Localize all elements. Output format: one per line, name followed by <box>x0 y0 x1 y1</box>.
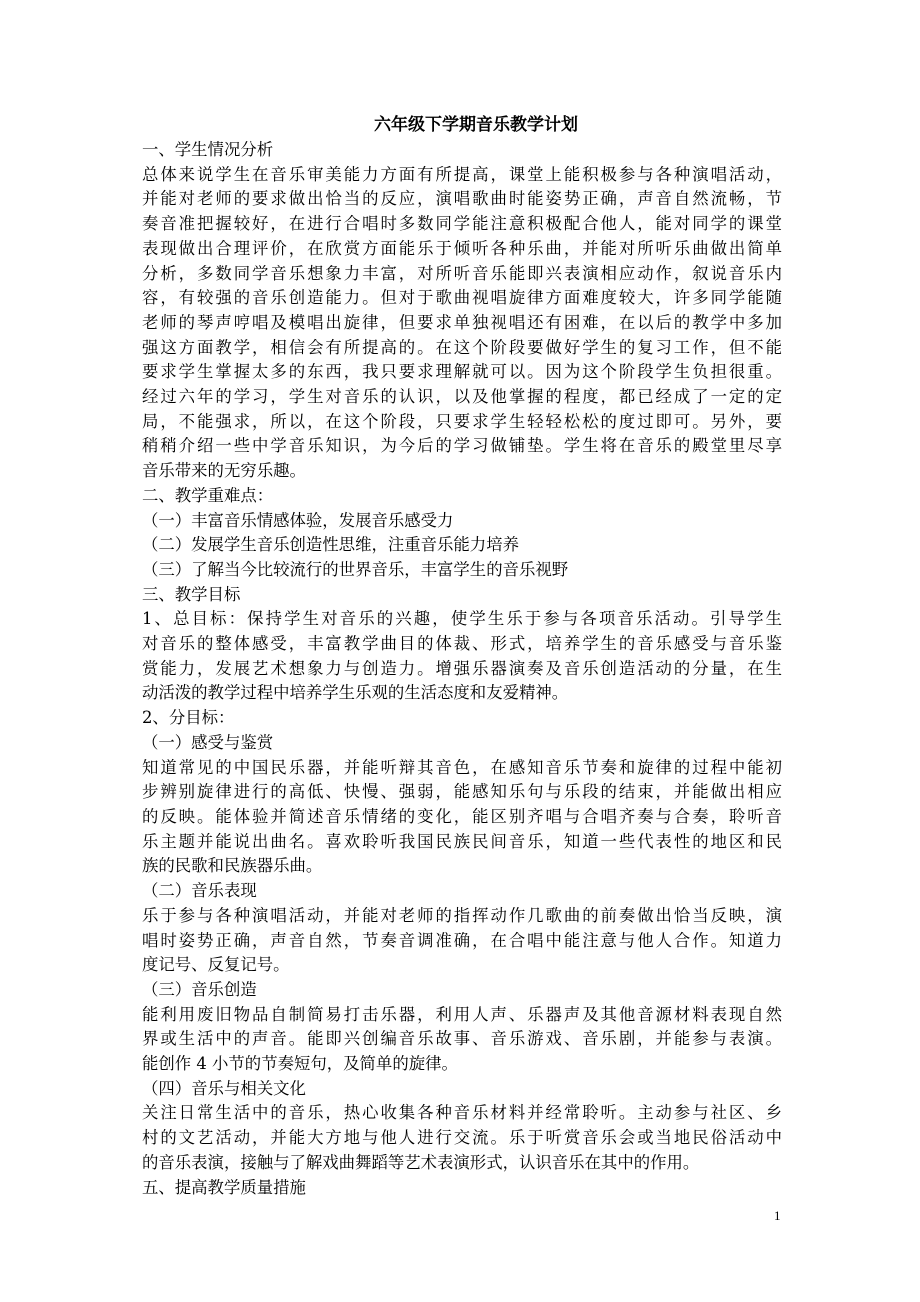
text-line: 知道常见的中国民乐器，并能听辩其音色，在感知音乐节奏和旋律的过程中能初 <box>142 757 782 777</box>
text-line: （二）音乐表现 <box>142 881 257 901</box>
text-line: 1、总目标：保持学生对音乐的兴趣，使学生乐于参与各项音乐活动。引导学生 <box>142 609 782 629</box>
text-line: 局，不能强求，所以，在这个阶段，只要求学生轻轻松松的度过即可。另外，要 <box>142 411 782 431</box>
text-line: 能创作 4 小节的节奏短句，及简单的旋律。 <box>142 1054 458 1074</box>
text-line: 关注日常生活中的音乐，热心收集各种音乐材料并经常聆听。主动参与社区、乡 <box>142 1103 782 1123</box>
text-line: 分析，多数同学音乐想象力丰富，对所听音乐能即兴表演相应动作，叙说音乐内 <box>142 263 782 283</box>
text-line: 村的文艺活动，并能大方地与他人进行交流。乐于听赏音乐会或当地民俗活动中 <box>142 1128 782 1148</box>
text-line: 音乐带来的无穷乐趣。 <box>142 461 306 481</box>
text-line: 一、学生情况分析 <box>142 140 274 159</box>
text-line: 族的民歌和民族器乐曲。 <box>142 856 323 876</box>
text-line: 的反映。能体验并简述音乐情绪的变化，能区别齐唱与合唱齐奏与合奏，聆听音 <box>142 806 782 826</box>
text-line: 乐主题并能说出曲名。喜欢聆听我国民族民间音乐，知道一些代表性的地区和民 <box>142 831 782 851</box>
text-line: （三）了解当今比较流行的世界音乐，丰富学生的音乐视野 <box>142 559 569 579</box>
text-line: 动活泼的教学过程中培养学生乐观的生活态度和友爱精神。 <box>142 683 569 703</box>
text-line: 要求学生掌握太多的东西，我只要求理解就可以。因为这个阶段学生负担很重。 <box>142 362 782 382</box>
text-line: （四）音乐与相关文化 <box>142 1078 306 1098</box>
text-line: 表现做出合理评价，在欣赏方面能乐于倾听各种乐曲，并能对所听乐曲做出简单 <box>142 238 782 258</box>
text-line: 稍稍介绍一些中学音乐知识，为今后的学习做铺垫。学生将在音乐的殿堂里尽享 <box>142 436 782 456</box>
text-line: 赏能力，发展艺术想象力与创造力。增强乐器演奏及音乐创造活动的分量，在生 <box>142 658 782 678</box>
text-line: 步辨别旋律进行的高低、快慢、强弱，能感知乐句与乐段的结束，并能做出相应 <box>142 782 782 802</box>
text-line: 五、提高教学质量措施 <box>142 1177 306 1197</box>
text-line: 老师的琴声哼唱及模唱出旋律，但要求单独视唱还有困难，在以后的教学中多加 <box>142 312 782 332</box>
document-text <box>142 138 782 1200</box>
text-line: 对音乐的整体感受，丰富教学曲目的体裁、形式，培养学生的音乐感受与音乐鉴 <box>142 634 782 654</box>
page-number: 1 <box>774 1208 781 1223</box>
text-line: 容，有较强的音乐创造能力。但对于歌曲视唱旋律方面难度较大，许多同学能随 <box>142 288 782 308</box>
text-line: 经过六年的学习，学生对音乐的认识，以及他掌握的程度，都已经成了一定的定 <box>142 387 782 407</box>
text-line: 并能对老师的要求做出恰当的反应，演唱歌曲时能姿势正确，声音自然流畅，节 <box>142 189 782 209</box>
text-line: 唱时姿势正确，声音自然，节奏音调准确，在合唱中能注意与他人合作。知道力 <box>142 930 782 950</box>
text-line: 度记号、反复记号。 <box>142 955 290 975</box>
text-line: 的音乐表演，接触与了解戏曲舞蹈等艺术表演形式，认识音乐在其中的作用。 <box>142 1152 700 1172</box>
text-line: 界或生活中的声音。能即兴创编音乐故事、音乐游戏、音乐剧，并能参与表演。 <box>142 1029 782 1049</box>
text-line: 2、分目标： <box>142 708 235 728</box>
text-line: 奏音准把握较好，在进行合唱时多数同学能注意积极配合他人，能对同学的课堂 <box>142 214 782 234</box>
text-line: 乐于参与各种演唱活动，并能对老师的指挥动作几歌曲的前奏做出恰当反映，演 <box>142 905 782 925</box>
text-line: 三、教学目标 <box>142 584 241 604</box>
text-line: 二、教学重难点： <box>142 485 274 505</box>
document-body <box>142 112 782 1200</box>
document-title: 六年级下学期音乐教学计划 <box>374 115 578 135</box>
text-line: （二）发展学生音乐创造性思维，注重音乐能力培养 <box>142 535 519 555</box>
text-line: （一）感受与鉴赏 <box>142 732 274 752</box>
text-line: 强这方面教学，相信会有所提高的。在这个阶段要做好学生的复习工作，但不能 <box>142 337 782 357</box>
text-line: （一）丰富音乐情感体验，发展音乐感受力 <box>142 510 454 530</box>
text-line: （三）音乐创造 <box>142 979 257 999</box>
text-line: 总体来说学生在音乐审美能力方面有所提高，课堂上能积极参与各种演唱活动， <box>142 164 782 184</box>
text-line: 能利用废旧物品自制简易打击乐器，利用人声、乐器声及其他音源材料表现自然 <box>142 1004 782 1024</box>
